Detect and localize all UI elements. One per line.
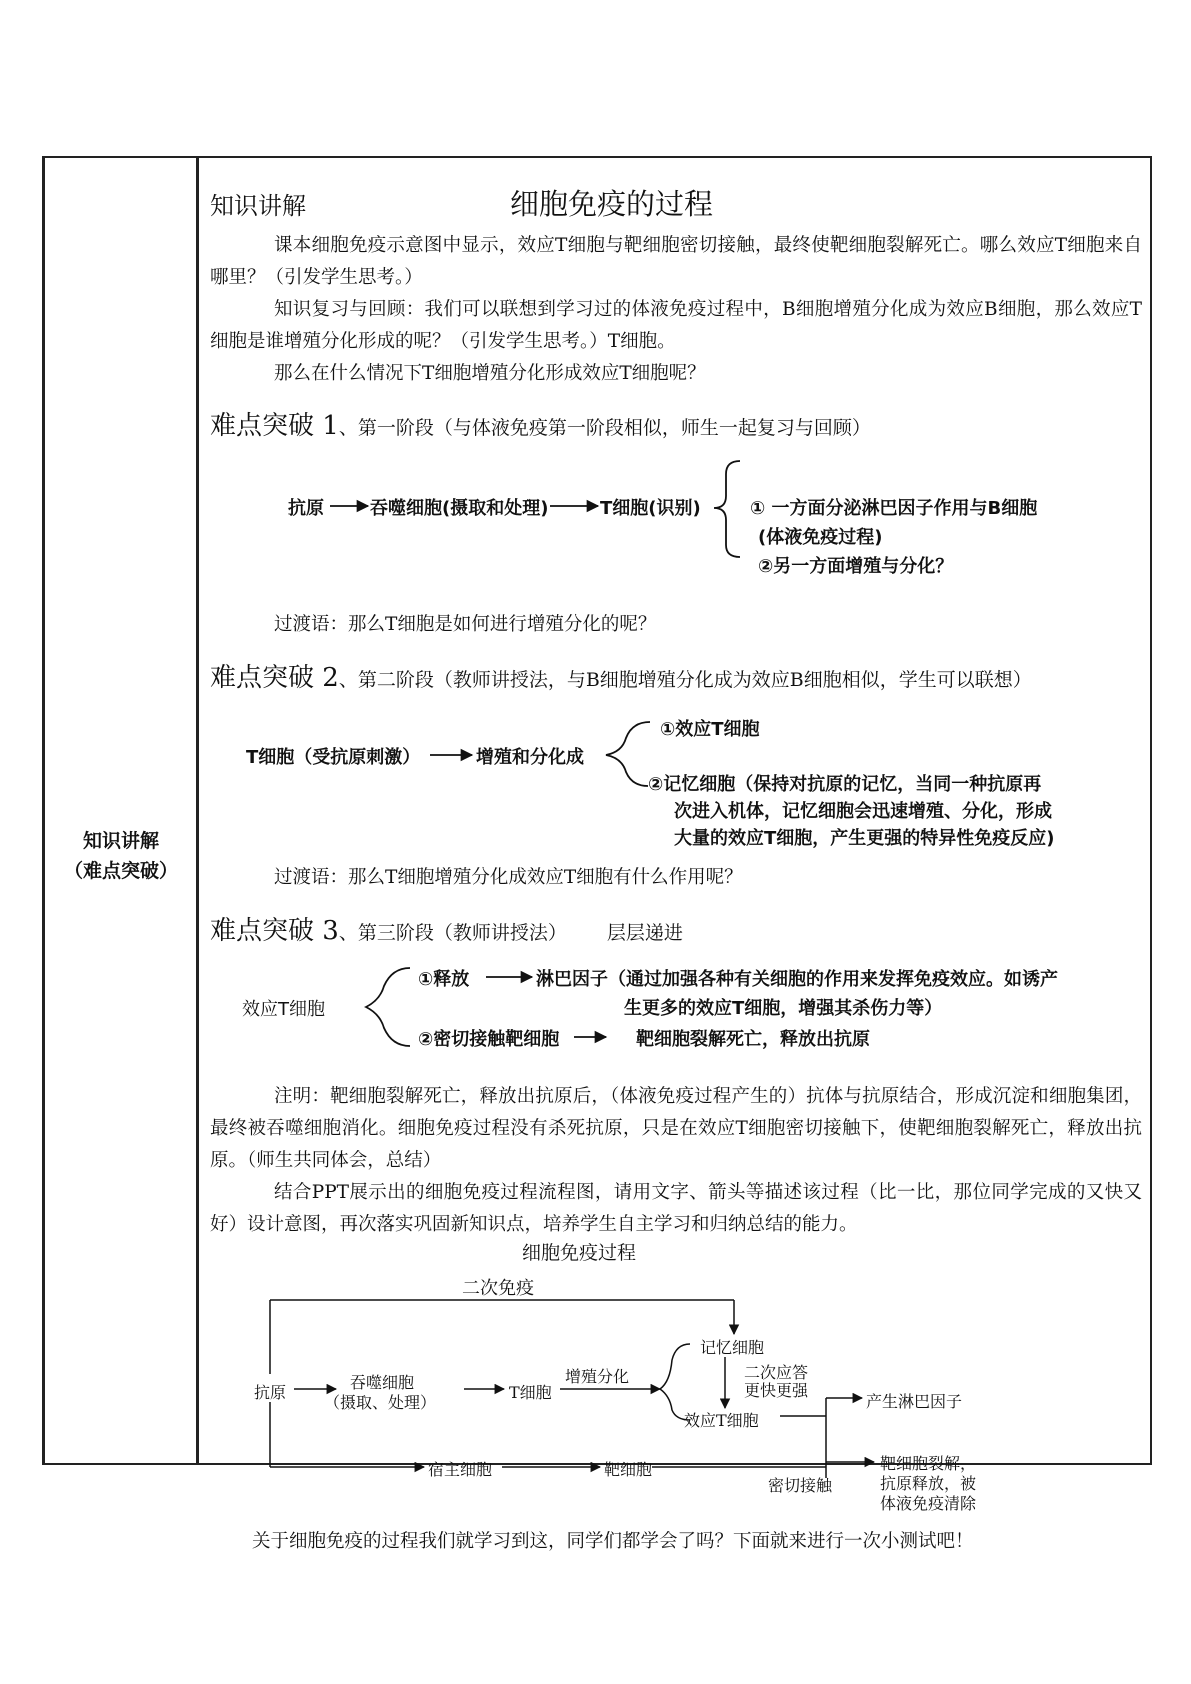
s1-antigen: 抗原 — [288, 498, 324, 519]
s1-branch1b: (体液免疫过程) — [758, 527, 883, 548]
fc-contact: 密切接触 — [768, 1476, 833, 1495]
page-title: 细胞免疫的过程 — [510, 187, 714, 221]
s3-branch1-target: 淋巴因子（通过加强各种有关细胞的作用来发挥免疫效应。如诱产 — [536, 969, 1058, 990]
fc-phago1: 吞噬细胞 — [350, 1373, 415, 1392]
s3-brace — [366, 968, 410, 1046]
s1-phagocyte: 吞噬细胞(摄取和处理) — [370, 498, 549, 519]
stage1-heading: 难点突破 1 — [210, 411, 339, 441]
s1-branch2: ②另一方面增殖与分化？ — [758, 556, 954, 577]
s1-tcell: T细胞(识别) — [600, 498, 701, 519]
section-heading: 知识讲解 — [210, 192, 306, 220]
stage3-heading: 难点突破 3 — [210, 916, 339, 946]
s3-branch1: ①释放 — [418, 969, 470, 990]
stage2-heading: 难点突破 2 — [210, 663, 339, 693]
s2-branch2a: ②记忆细胞（保持对抗原的记忆，当同一种抗原再 — [648, 774, 1042, 795]
review-paragraph: 知识复习与回顾：我们可以联想到学习过的体液免疫过程中，B细胞增殖分化成为效应B细胞，那么效应T细胞是谁增殖分化形成的呢？（引发学生思考。）T细胞。 — [210, 299, 1142, 352]
fc-phago2: （摄取、处理） — [324, 1393, 437, 1412]
row-label-line2: （难点突破） — [63, 860, 178, 882]
fc-lymph: 产生淋巴因子 — [866, 1392, 963, 1411]
s3-branch1-cont: 生更多的效应T细胞，增强其杀伤力等） — [624, 998, 943, 1019]
fc-lysis1: 靶细胞裂解， — [880, 1454, 977, 1473]
fc-tcell: T细胞 — [509, 1383, 552, 1402]
stage2-desc: 、第二阶段（教师讲授法，与B细胞增殖分化成为效应B细胞相似，学生可以联想） — [338, 669, 1032, 691]
fc-effector: 效应T细胞 — [684, 1411, 759, 1430]
fc-faster1: 二次应答 — [744, 1363, 809, 1382]
s2-branch1: ①效应T细胞 — [660, 719, 760, 740]
s3-branch2-target: 靶细胞裂解死亡，释放出抗原 — [636, 1029, 870, 1050]
transition1: 过渡语：那么T细胞是如何进行增殖分化的呢？ — [274, 614, 657, 635]
fc-target: 靶细胞 — [604, 1460, 653, 1479]
fc-faster2: 更快更强 — [744, 1381, 809, 1400]
stage1-desc: 、第一阶段（与体液免疫第一阶段相似，师生一起复习与回顾） — [338, 417, 871, 439]
fc-memory: 记忆细胞 — [700, 1338, 765, 1357]
fc-antigen: 抗原 — [254, 1383, 287, 1402]
s2-branch2c: 大量的效应T细胞，产生更强的特异性免疫反应) — [674, 828, 1055, 849]
fc-host: 宿主细胞 — [428, 1460, 493, 1479]
fc-brace — [660, 1344, 690, 1420]
fc-secondary: 二次免疫 — [462, 1278, 534, 1299]
s2-brace — [606, 722, 650, 786]
fc-lysis2: 抗原释放，被 — [880, 1474, 977, 1493]
intro-paragraph: 课本细胞免疫示意图中显示，效应T细胞与靶细胞密切接触，最终使靶细胞裂解死亡。哪么效应T细胞来自哪里？（引发学生思考。） — [210, 235, 1142, 288]
fc-lysis3: 体液免疫清除 — [880, 1494, 977, 1513]
s3-effector: 效应T细胞 — [242, 999, 325, 1020]
closing-text: 关于细胞免疫的过程我们就学习到这，同学们都学会了吗？下面就来进行一次小测试吧！ — [252, 1531, 974, 1552]
s2-branch2b: 次进入机体，记忆细胞会迅速增殖、分化，形成 — [674, 801, 1052, 822]
s3-branch2: ②密切接触靶细胞 — [418, 1029, 560, 1050]
s1-brace — [714, 461, 740, 557]
stage3-desc2: 层层递进 — [606, 922, 683, 944]
s2-prolif: 增殖和分化成 — [476, 747, 584, 768]
ppt-paragraph: 结合PPT展示出的细胞免疫过程流程图，请用文字、箭头等描述该过程（比一比，那位同学完成的又快又好）设计意图，再次落实巩固新知识点，培养学生自主学习和归纳总结的能力。 — [210, 1182, 1142, 1235]
transition2: 过渡语：那么T细胞增殖分化成效应T细胞有什么作用呢？ — [274, 867, 743, 888]
row-label-line1: 知识讲解 — [82, 830, 159, 852]
stage3-desc: 、第三阶段（教师讲授法） — [338, 922, 567, 944]
s2-tcell: T细胞（受抗原刺激） — [246, 747, 421, 768]
question-paragraph: 那么在什么情况下T细胞增殖分化形成效应T细胞呢？ — [274, 363, 706, 384]
fc-prolif: 增殖分化 — [565, 1367, 630, 1386]
flowchart-title: 细胞免疫过程 — [522, 1242, 637, 1264]
note-paragraph: 注明：靶细胞裂解死亡，释放出抗原后，（体液免疫过程产生的）抗体与抗原结合，形成沉淀和细胞集团，最终被吞噬细胞消化。细胞免疫过程没有杀死抗原，只是在效应T细胞密切接触下，使靶细胞裂解死亡，释放出抗原。（师生共同体会，总结） — [210, 1086, 1142, 1171]
s1-branch1: ① 一方面分泌淋巴因子作用与B细胞 — [750, 498, 1038, 519]
